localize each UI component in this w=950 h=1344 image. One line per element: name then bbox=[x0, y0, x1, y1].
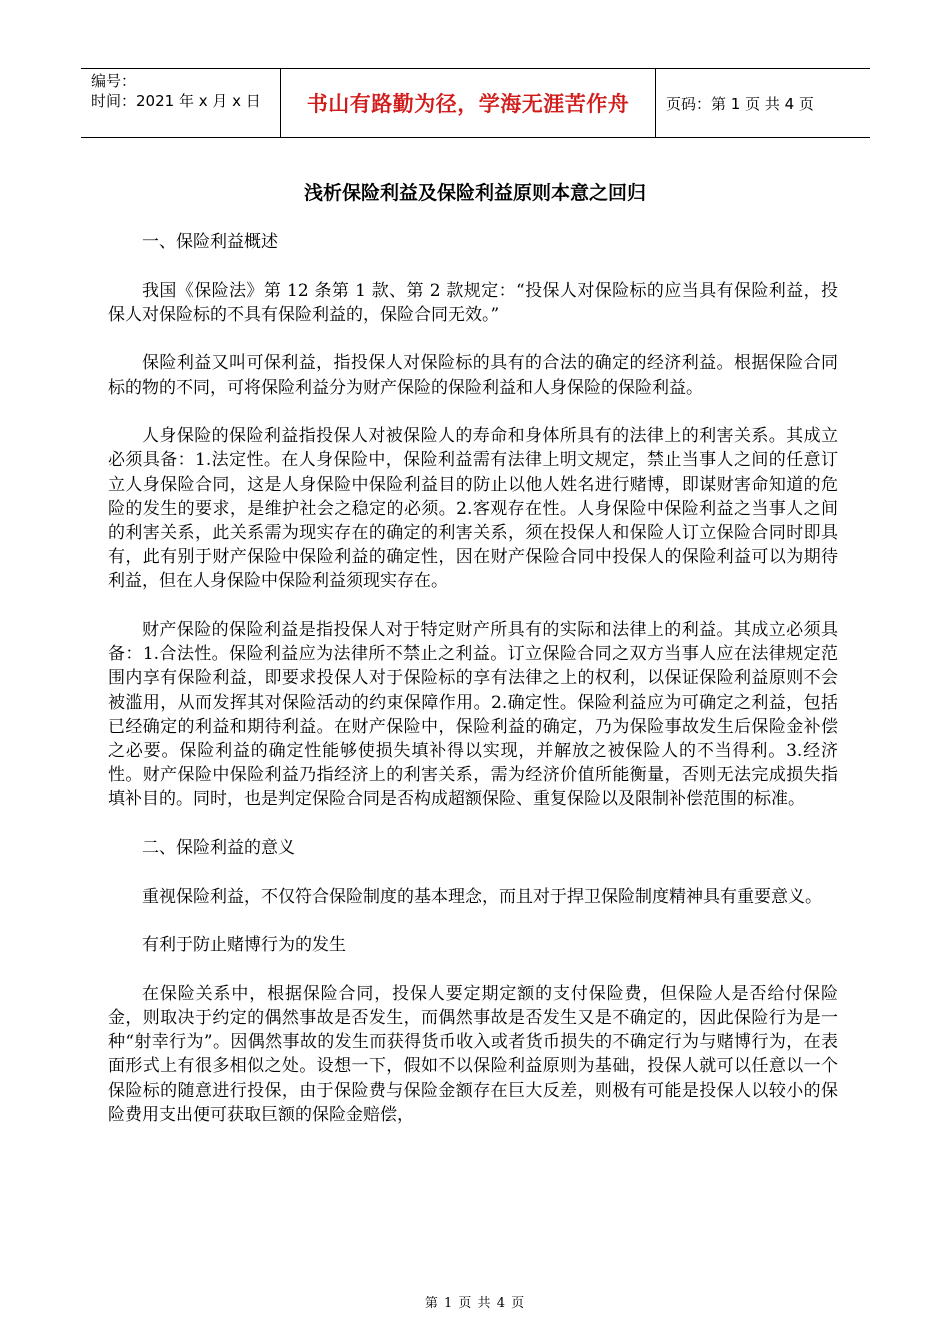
document-header bbox=[81, 68, 870, 138]
subsection-heading: 有利于防止赌博行为的发生 bbox=[142, 935, 346, 956]
paragraph: 财产保险的保险利益是指投保人对于特定财产所具有的实际和法律上的利益。其成立必须具备：1.合法性。保险利益应为法律所不禁止之利益。订立保险合同之双方当事人应在法律规定范围内享有保险利益，即要求投保人对于保险标的享有法律之上的权利，以保证保险利益原则不会被滥用，从而发挥其对保险活动的约束保障作用。2.确定性。保险利益应为可确定之利益，包括已经确定的利益和期待利益。在财产保险中，保险利益的确定，乃为保险事故发生后保险金补偿之必要。保险利益的确定性能够使损失填补得以实现，并解放之被保险人的不当得利。3.经济性。财产保险中保险利益乃指经济上的利害关系，需为经济价值所能衡量，否则无法完成损失指填补目的。同时，也是判定保险合同是否构成超额保险、重复保险以及限制补偿范围的标准。 bbox=[108, 620, 838, 810]
paragraph: 在保险关系中，根据保险合同，投保人要定期定额的支付保险费，但保险人是否给付保险金，则取决于约定的偶然事故是否发生，而偶然事故是否发生又是不确定的，因此保险行为是一种“射幸行为”。因偶然事故的发生而获得货币收入或者货币损失的不确定行为与赌博行为，在表面形式上有很多相似之处。设想一下，假如不以保险利益原则为基础，投保人就可以任意以一个保险标的随意进行投保，由于保险费与保险金额存在巨大反差，则极有可能是投保人以较小的保险费用支出便可获取巨额的保险金赔偿， bbox=[108, 983, 838, 1125]
section-heading-1: 一、保险利益概述 bbox=[142, 232, 278, 252]
paragraph: 人身保险的保险利益指投保人对被保险人的寿命和身体所具有的法律上的利害关系。其成立必须具备：1.法定性。在人身保险中，保险利益需有法律上明文规定，禁止当事人之间的任意订立人身保险合同，这是人身保险中保险利益目的防止以他人姓名进行赌博，即谋财害命知道的危险的发生的要求，是维护社会之稳定的必须。2.客观存在性。人身保险中保险利益之当事人之间的利害关系，此关系需为现实存在的确定的利害关系，须在投保人和保险人订立保险合同时即具有，此有别于财产保险中保险利益的确定性，因在财产保险合同中投保人的保险利益可以为期待利益，但在人身保险中保险利益须现实存在。 bbox=[108, 426, 838, 592]
section-heading-2: 二、保险利益的意义 bbox=[142, 838, 295, 859]
header-page-info: 页码：第 1 页 共 4 页 bbox=[666, 94, 814, 113]
document-body bbox=[108, 230, 838, 1151]
document-title: 浅析保险利益及保险利益原则本意之回归 bbox=[303, 182, 646, 204]
header-meta bbox=[81, 69, 281, 137]
date-label: 时间：2021 年 x 月 x 日 bbox=[91, 92, 261, 110]
paragraph: 我国《保险法》第 12 条第 1 款、第 2 款规定：“投保人对保险标的应当具有保险利益，投保人对保险标的不具有保险利益的，保险合同无效。” bbox=[108, 280, 838, 325]
paragraph: 重视保险利益，不仅符合保险制度的基本理念，而且对于捍卫保险制度精神具有重要意义。 bbox=[142, 886, 822, 907]
number-label: 编号： bbox=[91, 72, 137, 90]
paragraph: 保险利益又叫可保利益，指投保人对保险标的具有的合法的确定的经济利益。根据保险合同标的物的不同，可将保险利益分为财产保险的保险利益和人身保险的保险利益。 bbox=[108, 353, 838, 398]
page-footer: 第 1 页 共 4 页 bbox=[424, 1296, 526, 1311]
header-motto: 书山有路勤为径，学海无涯苦作舟 bbox=[281, 69, 656, 137]
